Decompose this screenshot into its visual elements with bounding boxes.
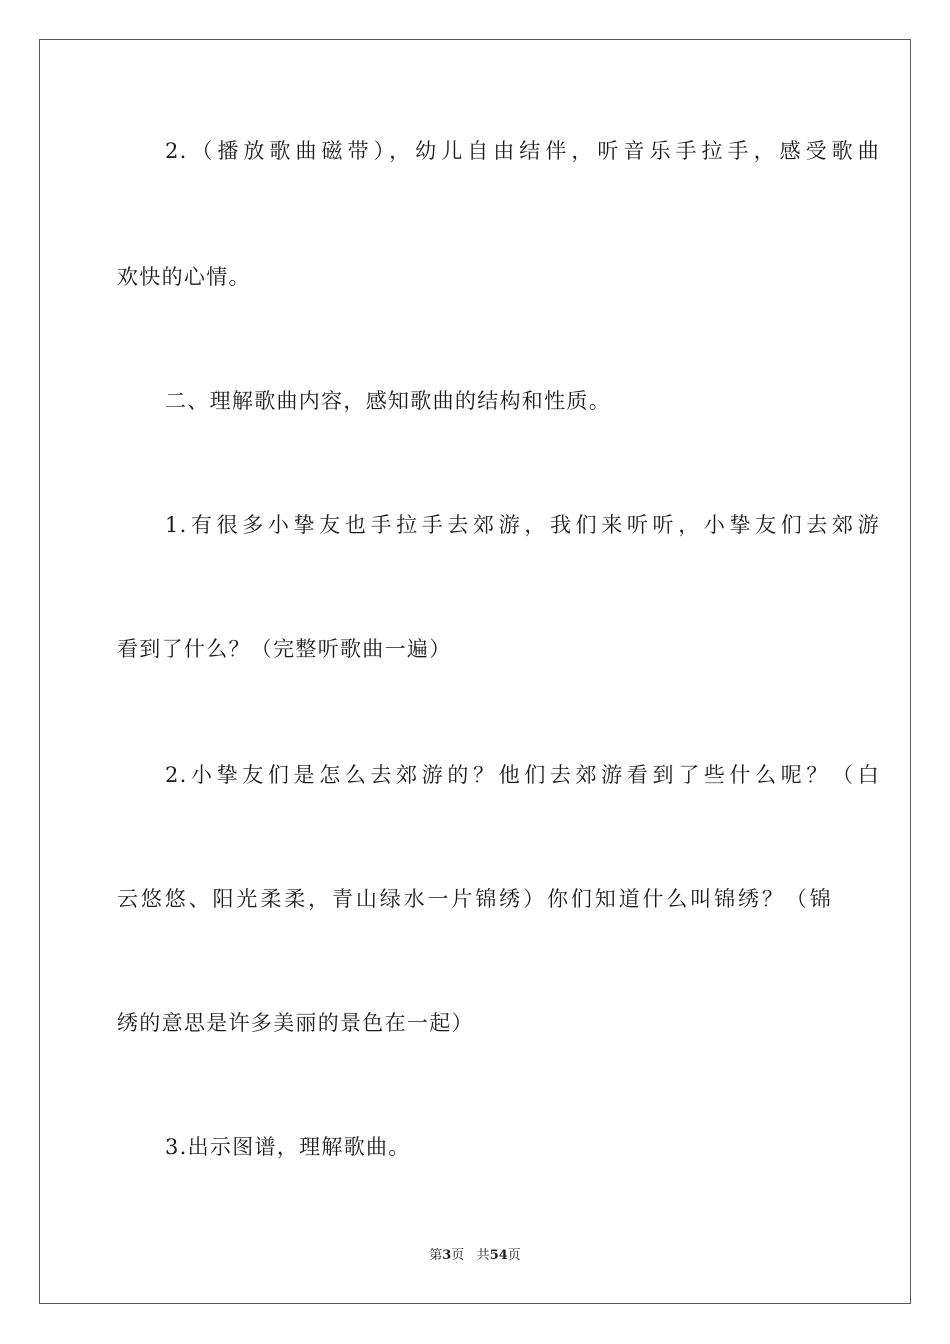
paragraph-line-6: 云悠悠、阳光柔柔，青山绿水一片锦绣）你们知道什么叫锦绣？（锦 xyxy=(117,887,832,911)
paragraph-line-2: 欢快的心情。 xyxy=(117,265,251,289)
paragraph-line-4: 看到了什么？（完整听歌曲一遍） xyxy=(117,637,452,661)
footer-total-pages: 54 xyxy=(489,1248,508,1263)
footer-page-suffix: 页 xyxy=(451,1248,465,1263)
page-border xyxy=(39,39,911,1304)
paragraph-line-3: 1.有很多小挚友也手拉手去郊游，我们来听听，小挚友们去郊游 xyxy=(165,513,880,537)
page-footer xyxy=(0,1247,950,1265)
paragraph-line-1: 2.（播放歌曲磁带），幼儿自由结伴，听音乐手拉手，感受歌曲 xyxy=(165,139,880,163)
section-heading: 二、理解歌曲内容，感知歌曲的结构和性质。 xyxy=(165,389,611,413)
footer-total-prefix: 共 xyxy=(476,1248,490,1263)
paragraph-line-7: 绣的意思是许多美丽的景色在一起） xyxy=(117,1011,474,1035)
footer-page-prefix: 第 xyxy=(429,1248,443,1263)
paragraph-line-5: 2.小挚友们是怎么去郊游的？他们去郊游看到了些什么呢？（白 xyxy=(165,763,880,787)
paragraph-line-8: 3.出示图谱，理解歌曲。 xyxy=(165,1135,411,1159)
footer-page-number: 3 xyxy=(442,1248,452,1263)
footer-total-suffix: 页 xyxy=(507,1248,521,1263)
